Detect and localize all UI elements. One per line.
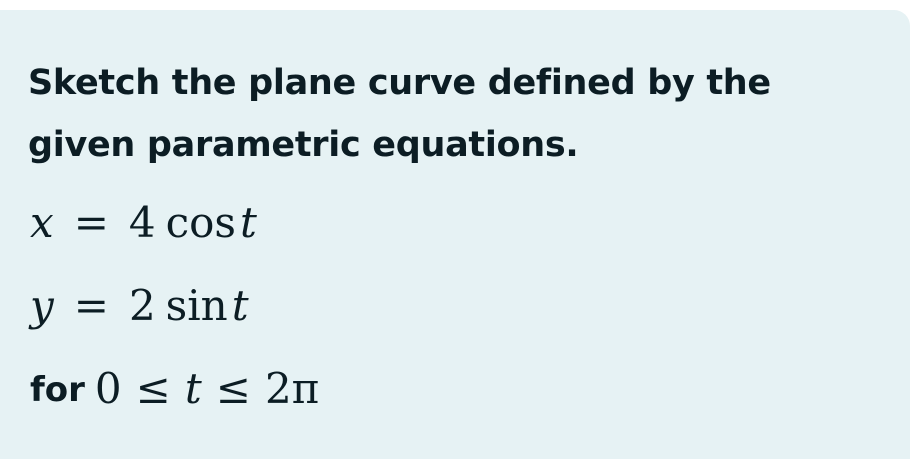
equation-x-function: cos (165, 198, 236, 247)
equation-y-lhs: y (30, 281, 54, 330)
equation-y-variable: t (231, 281, 249, 330)
equation-y-equals: = (73, 281, 109, 330)
domain-leq-2: ≤ (215, 364, 251, 413)
equation-y-function: sin (165, 281, 228, 330)
domain-variable: t (184, 364, 202, 413)
equation-x-lhs: x (30, 198, 54, 247)
equation-x (30, 198, 257, 247)
domain-label: for (30, 370, 85, 410)
domain-lower-bound: 0 (94, 364, 122, 413)
equation-y (30, 281, 249, 330)
equation-x-variable: t (240, 198, 257, 247)
domain-leq-1: ≤ (135, 364, 171, 413)
equation-x-coefficient: 4 (128, 198, 156, 247)
question-prompt: Sketch the plane curve defined by the given parametric equations. (28, 63, 771, 165)
parameter-domain (30, 364, 319, 413)
equation-x-equals: = (73, 198, 109, 247)
domain-upper-bound: 2π (264, 364, 320, 413)
equation-y-coefficient: 2 (128, 281, 156, 330)
question-card (0, 10, 910, 459)
domain-inequality (95, 364, 319, 413)
